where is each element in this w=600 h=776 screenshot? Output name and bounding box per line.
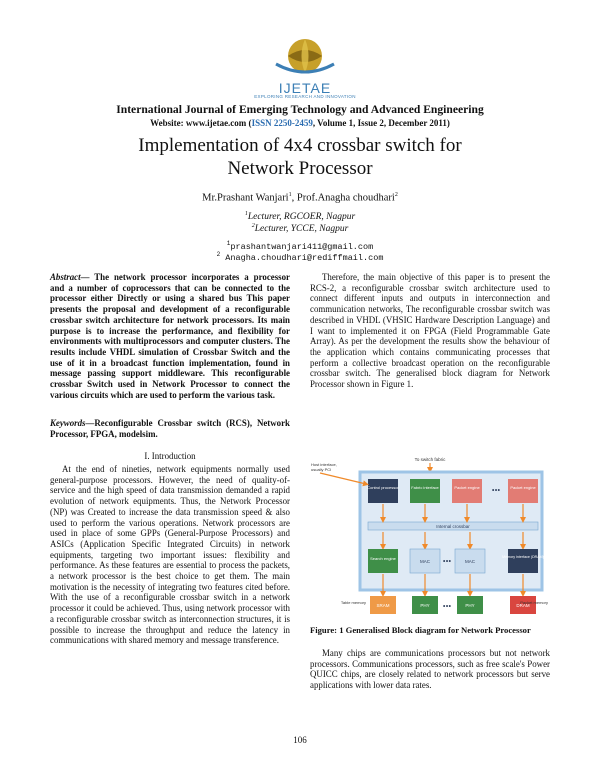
keywords-label: Keywords—	[50, 418, 95, 428]
label-table-memory: Table memory	[340, 600, 366, 605]
affiliation-2-text: Lecturer, YCCE, Nagpur	[254, 224, 349, 235]
figure-caption: Figure: 1 Generalised Block diagram for Network Processor	[310, 625, 531, 635]
abstract-label: Abstract—	[50, 272, 90, 282]
right-paragraph-2: Many chips are communications processors but not network processors. Communications processors, such as free scale's Power QUICC chips, are closely related to network processors but serve applications with lower data rates.	[310, 648, 550, 691]
website-suffix: , Volume 1, Issue 2, December 2011)	[312, 118, 450, 128]
dots-top: •••	[491, 486, 501, 495]
text-packet-engine-1: Packet engine	[454, 485, 480, 490]
section-heading-introduction: I. Introduction	[144, 451, 196, 461]
keywords-text: Reconfigurable Crossbar switch (RCS), Network Processor, FPGA, modelsim.	[50, 418, 290, 439]
logo-subtitle: EXPLORING RESEARCH AND INNOVATION	[254, 94, 356, 99]
text-phy-1: PHY	[420, 603, 430, 608]
author-1: Mr.Prashant Wanjari	[202, 192, 289, 204]
dots-bottom: •••	[442, 602, 452, 611]
logo-text: IJETAE	[278, 80, 332, 96]
block-packet-engine-2	[508, 479, 538, 503]
title-line-2: Network Processor	[227, 158, 373, 179]
page-number: 106	[293, 735, 307, 745]
journal-website	[0, 118, 600, 128]
affiliation-1-text: Lecturer, RGCOER, Nagpur	[247, 212, 356, 223]
text-dram: DRAM	[516, 603, 530, 608]
affiliation-2	[0, 223, 600, 234]
block-fabric-interface	[410, 479, 440, 503]
text-mac-1: MAC	[420, 559, 430, 564]
paper-title	[0, 134, 600, 180]
title-line-1: Implementation of 4x4 crossbar switch for	[138, 135, 462, 156]
text-sram: SRAM	[376, 603, 390, 608]
email-2-sup: 2	[216, 251, 221, 258]
author-1-sup: 1	[288, 192, 292, 198]
authors	[0, 192, 600, 204]
affiliation-2-sup: 2	[251, 223, 255, 229]
globe-icon	[288, 39, 322, 73]
email-1-text[interactable]: prashantwanjari411@gmail.com	[230, 241, 374, 252]
intro-paragraph: At the end of nineties, network equipments normally used general-purpose processors. However, the need of quality-of-service and the high speed of data transmission demanded a rapid evolution of network equipments. Thus, the Network Processor (NP) was Created to increase the data transmission speed & also used to perform the various operations. Network processors are used in place of some GPPs (General-Purpose Processors) and ASICs (Application Specific Integrated Circuits) in network equipments, targeting two important issues: flexibility and performance. As these features are essential to process the packets, a network processor is the best choice to get them. The main motivation is the necessity of integrating two features cited before. With the use of a reconfigurable crossbar switch in a network processor it could be achieved. Thus, using network processor with a reconfigurable crossbar switch as interconnection structures, it is possible to increase the throughput and reduce the latency in communications with shared memory and message transference.	[50, 464, 290, 646]
right-paragraph-1: Therefore, the main objective of this paper is to present the RCS-2, a reconfigurable crossbar switch architecture used to connect different inputs and outputs in interconnection and communication networks, The reconfigurable crossbar switch was described in VHDL (VHSIC Hardware Description Language) and I want to implemented it on FPGA (Field Programmable Gate Array). As per the development the results show the behaviour of the application which contains communicating processes that perform a collective broadcast operation on the reconfigurable crossbar switch. The generalised block diagram for Network Processor shown in Figure 1.	[310, 272, 550, 390]
label-packet-memory: Packet memory	[520, 600, 548, 605]
email-2	[0, 251, 600, 263]
block-search-engine	[368, 549, 398, 573]
label-host-interface-2: usually PCI	[311, 467, 332, 472]
dots-mid: •••	[442, 557, 452, 566]
email-1-sup: 1	[226, 240, 231, 247]
author-2: , Prof.Anagha choudhari	[291, 192, 395, 204]
text-phy-2: PHY	[465, 603, 475, 608]
text-fabric-interface: Fabric interface	[411, 485, 439, 490]
email-2-text[interactable]: Anagha.choudhari@rediffmail.com	[220, 252, 384, 263]
abstract	[50, 272, 290, 400]
label-host-interface: Host interface,	[311, 462, 337, 467]
website-prefix: Website: www.ijetae.com (	[150, 118, 252, 128]
block-control-processor	[368, 479, 398, 503]
text-mac-2: MAC	[465, 559, 475, 564]
keywords	[50, 418, 290, 439]
block-memory-interface	[508, 549, 538, 573]
block-packet-engine-1	[452, 479, 482, 503]
author-2-sup: 2	[394, 192, 398, 198]
affiliation-1	[0, 211, 600, 222]
text-memory-interface: Memory interface (DRAM)	[502, 555, 544, 559]
abstract-text: The network processor incorporates a processor and a number of coprocessors that can be connected to the processor either Directly or using a shared bus This paper presents the proposal and development of a reconfigurable crossbar switch architecture for network processors. Its main purpose is to increase the performance, and flexibility for environments with multiprocessors and computer clusters. The results include VHDL simulation of Crossbar Switch and the use of it in a broadcast function implementation, found in message passing support middleware. This reconfigurable crossbar Switch used in Network Processor to connect the various circuits which are used to perform the various task.	[50, 272, 290, 400]
text-search-engine: Search engine	[370, 556, 396, 561]
label-to-switch-fabric: To switch fabric	[414, 457, 446, 462]
affiliation-1-sup: 1	[244, 211, 248, 217]
block-diagram	[310, 454, 550, 620]
issn-link[interactable]: ISSN 2250-2459	[251, 118, 313, 128]
text-control-processor: Control processor	[367, 485, 399, 490]
text-internal-crossbar: Internal crossbar	[436, 524, 470, 529]
journal-name: International Journal of Emerging Technology and Advanced Engineering	[116, 103, 484, 116]
text-packet-engine-2: Packet engine	[510, 485, 536, 490]
